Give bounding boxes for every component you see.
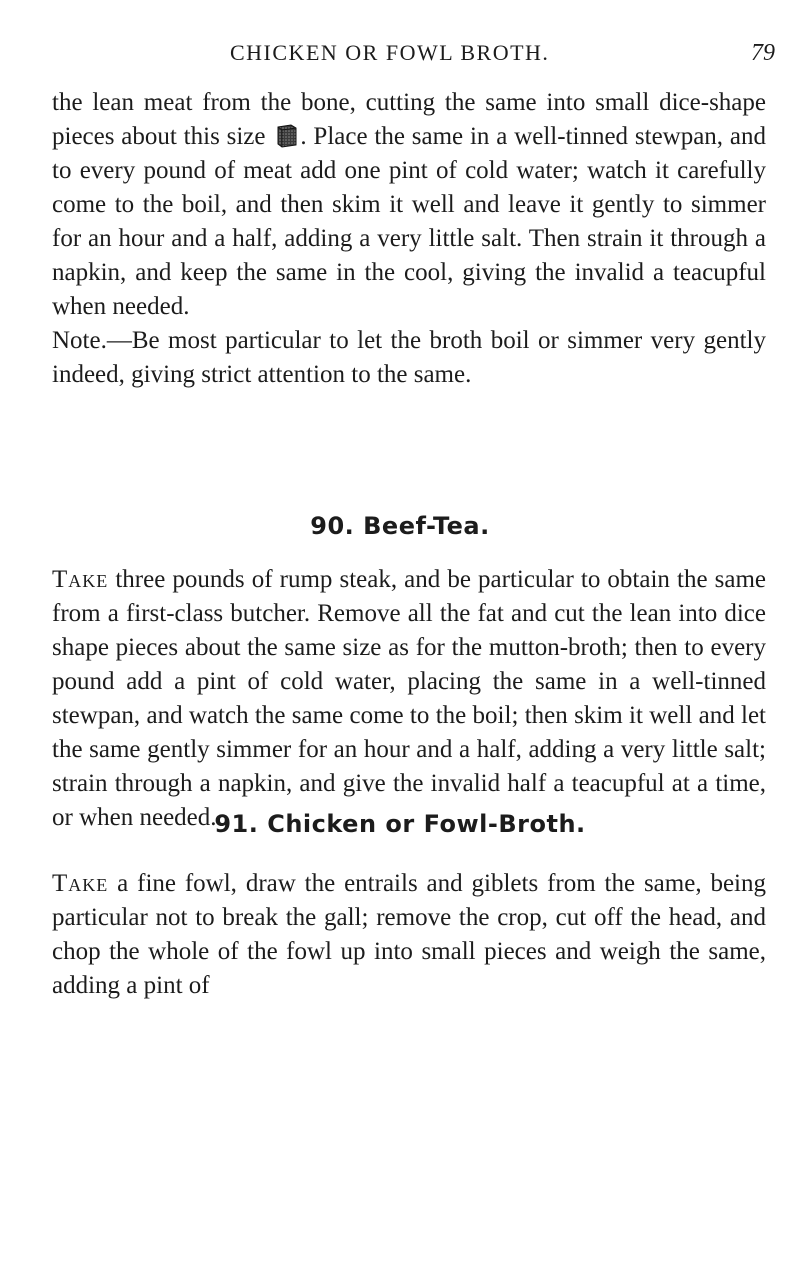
lead-word: Take <box>52 566 109 593</box>
running-head <box>60 40 775 80</box>
lead-word: Take <box>52 870 109 897</box>
running-head-title: CHICKEN OR FOWL BROTH. <box>230 40 550 65</box>
paragraph-text-after-icon: . Place the same in a well-tinned stewpan, and to every pound of meat add one pint of cold water; watch it carefully come to the boil, and then skim it well and leave it gently to simmer for an hour and a half, adding a very little salt. Then strain it through a napkin, and keep the same in the cool, giving the invalid a teacupful when needed. <box>52 123 766 320</box>
dice-sample-icon <box>276 124 298 148</box>
recipe-90-paragraph <box>52 563 766 835</box>
recipe-heading-90: 90. Beef-Tea. <box>310 512 490 540</box>
recipe-91-body <box>52 867 766 1003</box>
recipe-heading-91: 91. Chicken or Fowl-Broth. <box>214 810 586 838</box>
paragraph-text-before-icon: the lean meat from the bone, cutting the same into small dice-shape pieces about this size <box>52 89 766 150</box>
note-paragraph: Note.—Be most particular to let the broth boil or simmer very gently indeed, giving strict attention to the same. <box>52 327 766 388</box>
continued-recipe-text <box>52 86 766 392</box>
recipe-90-text: three pounds of rump steak, and be particular to obtain the same from a first-class butcher. Remove all the fat and cut the lean into dice shape pieces about the same size as for the mutton-broth; then to every pound add a pint of cold water, placing the same in a well-tinned stewpan, and watch the same come to the boil; then skim it well and let the same gently simmer for an hour and a half, adding a very little salt; strain through a napkin, and give the invalid half a teacupful at a time, or when needed. <box>52 566 766 831</box>
recipe-91-paragraph <box>52 867 766 1003</box>
recipe-90-body <box>52 563 766 835</box>
continued-paragraph <box>52 86 766 324</box>
recipe-91-text: a fine fowl, draw the entrails and giblets from the same, being particular not to break the gall; remove the crop, cut off the head, and chop the whole of the fowl up into small pieces and weigh the same, adding a pint of <box>52 870 766 999</box>
page-number: 79 <box>751 40 775 66</box>
